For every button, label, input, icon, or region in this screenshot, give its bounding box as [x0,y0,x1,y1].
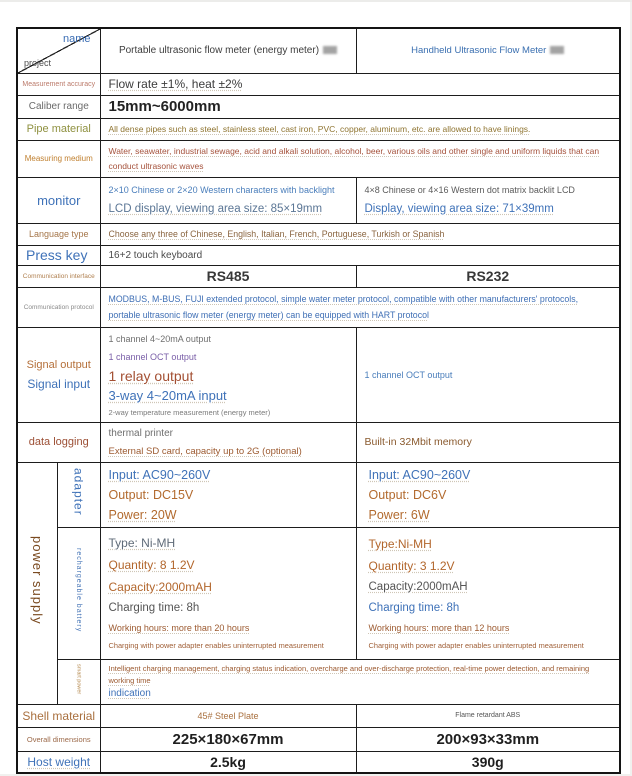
monitor-p2-line2: Display, viewing area size: 71×39mm [364,203,554,215]
row-weight [17,751,620,773]
battery-p2-type: Type:Ni-MH [368,536,432,551]
row-pipe [17,118,620,140]
signal-output-label: Signal output [26,358,91,371]
medium-label: Measuring medium [17,140,100,177]
weight-p1: 2.5kg [100,751,356,773]
row-accuracy [17,73,620,95]
adapter-p1-output: Output: DC15V [108,487,194,502]
adapter-p2-power: Power: 6W [368,507,430,522]
signal-label-cell [17,327,100,422]
battery-p1-capacity: Capacity:2000mAH [108,580,212,594]
product2-title-cell [356,28,620,73]
weight-label: Host weight [17,751,100,773]
blur-artifact [323,46,337,54]
product1-title-cell [100,28,356,73]
comm-protocol-label: Communication protocol [17,287,100,327]
logging-p1-line2: External SD card, capacity up to 2G (optional) [108,445,302,457]
spec-table [16,27,621,774]
smart-power-line1: Intelligent charging management, charging status indication, overcharge and over-discharge protection, real-time power detection, and remaining working time [108,663,590,685]
signal-p1-line1: 1 channel 4~20mA output [108,333,211,344]
adapter-p1-input: Input: AC90~260V [108,467,211,482]
smart-power-line2: indication [108,687,151,699]
row-battery [17,527,620,659]
blur-artifact [550,46,564,54]
comm-interface-p2: RS232 [356,265,620,287]
row-comm-protocol [17,287,620,327]
battery-p2-note: Charging with power adapter enables uninterrupted measurement [368,640,584,650]
adapter-label-cell [57,462,100,527]
battery-p1-working-hours: Working hours: more than 20 hours [108,623,250,633]
weight-p2: 390g [356,751,620,773]
accuracy-label: Measurement accuracy [17,73,100,95]
product2-title: Handheld Ultrasonic Flow Meter [411,45,547,57]
caliber-label: Caliber range [17,95,100,118]
battery-label: rechargeable battery [75,548,82,633]
presskey-label: Press key [17,245,100,265]
battery-p1-charging-time: Charging time: 8h [108,602,200,614]
row-adapter [17,462,620,527]
monitor-p1-line1: 2×10 Chinese or 2×20 Western characters with backlight [108,185,335,195]
monitor-p2-line1: 4×8 Chinese or 4×16 Western dot matrix backlit LCD [364,185,575,195]
row-language [17,223,620,245]
row-signal [17,327,620,422]
signal-p1-line4: 3-way 4~20mA input [108,387,227,403]
battery-p1-type: Type: Ni-MH [108,536,176,550]
dimensions-label: Overall dimensions [17,727,100,751]
adapter-p2-output: Output: DC6V [368,487,447,502]
header-project-label: project [24,57,52,68]
dimensions-p2: 200×93×33mm [356,727,620,751]
signal-p1-line3: 1 relay output [108,367,194,384]
power-supply-label: power supply [29,536,45,625]
row-monitor [17,177,620,223]
signal-p1-line5: 2-way temperature measurement (energy meter) [108,407,271,417]
comm-protocol-value: MODBUS, M-BUS, FUJI extended protocol, simple water meter protocol, compatible with other manufacturers' protocols, portable ultrasonic flow meter (energy meter) can be equipped with HART protocol [108,294,579,320]
battery-p1-quantity: Quantity: 8 1.2V [108,558,195,572]
battery-p2-capacity: Capacity:2000mAH [368,580,468,593]
pipe-value: All dense pipes such as steel, stainless steel, cast iron, PVC, copper, aluminum, etc. are allowed to have linings. [108,124,531,134]
adapter-p2-input: Input: AC90~260V [368,467,471,482]
battery-p2-charging-time: Charging time: 8h [368,601,460,614]
product1-title: Portable ultrasonic flow meter (energy meter) [118,45,320,57]
shell-p2: Flame retardant ABS [356,704,620,727]
row-caliber [17,95,620,118]
logging-label: data logging [17,422,100,462]
monitor-p1-line2: LCD display, viewing area size: 85×19mm [108,203,323,215]
signal-p1-line2: 1 channel OCT output [108,351,197,362]
signal-p2-value: 1 channel OCT output [364,369,453,380]
language-label: Language type [17,223,100,245]
row-medium [17,140,620,177]
logging-p2-value: Built-in 32Mbit memory [364,436,472,448]
battery-label-cell [57,527,100,659]
adapter-label: adapter [71,468,86,516]
row-logging [17,422,620,462]
comm-interface-p1: RS485 [100,265,356,287]
header-row [17,28,620,73]
smart-power-label-cell [57,659,100,704]
shell-p1: 45# Steel Plate [100,704,356,727]
header-name-label: name [62,33,91,45]
medium-value: Water, seawater, industrial sewage, acid and alkali solution, alcohol, beer, various oils and other single and uniform liquids that can conduct ultrasonic waves [108,145,600,171]
row-presskey [17,245,620,265]
signal-input-label: Signal input [27,376,91,391]
row-shell [17,704,620,727]
monitor-label: monitor [17,177,100,223]
dimensions-p1: 225×180×67mm [100,727,356,751]
power-supply-group-cell [17,462,57,704]
battery-p2-working-hours: Working hours: more than 12 hours [368,622,510,633]
shell-label: Shell material [17,704,100,727]
battery-p2-quantity: Quantity: 3 1.2V [368,558,455,573]
row-smart-power [17,659,620,704]
row-dimensions [17,727,620,751]
logging-p1-line1: thermal printer [108,427,173,439]
header-diagonal-cell [17,28,100,73]
pipe-label: Pipe material [17,118,100,140]
smart-power-label: smart power [75,663,82,695]
row-comm-interface [17,265,620,287]
adapter-p1-power: Power: 20W [108,507,177,522]
battery-p1-note: Charging with power adapter enables uninterrupted measurement [108,641,324,650]
comm-interface-label: Communication interface [17,265,100,287]
presskey-value: 16+2 touch keyboard [108,249,203,261]
accuracy-value: Flow rate ±1%, heat ±2% [108,77,243,91]
language-value: Choose any three of Chinese, English, Italian, French, Portuguese, Turkish or Spanish [108,229,445,239]
caliber-value: 15mm~6000mm [108,98,221,115]
